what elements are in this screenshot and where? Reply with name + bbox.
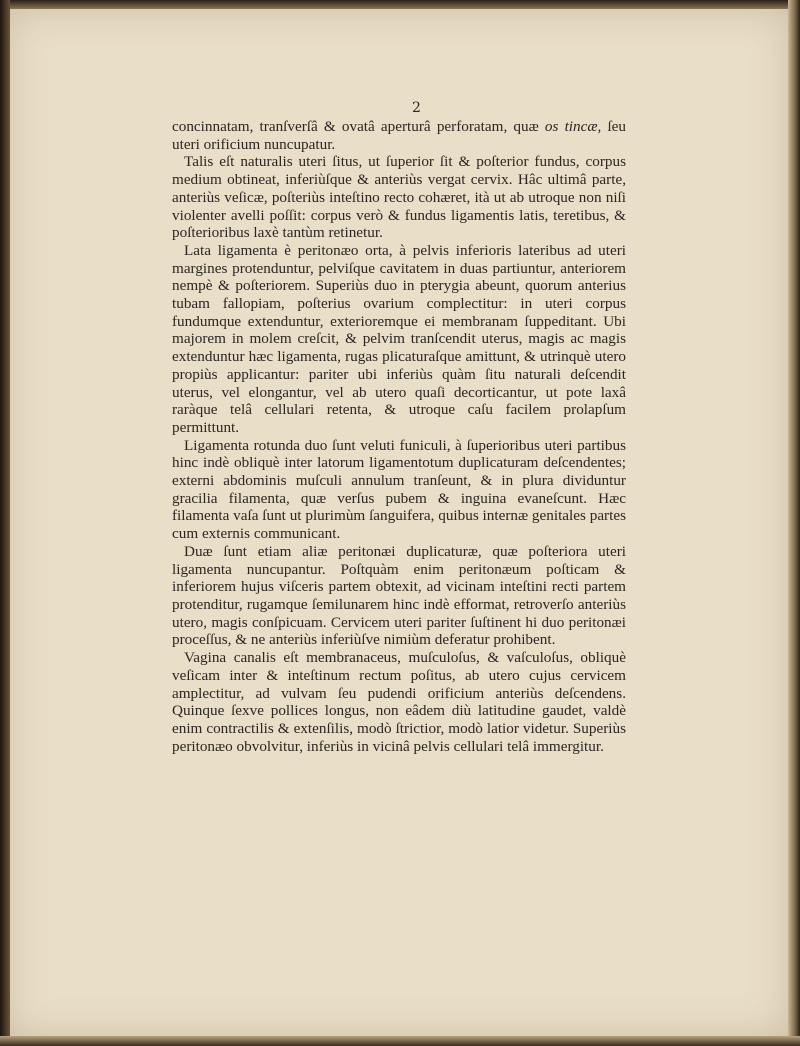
scan-left-edge — [0, 0, 10, 1046]
paragraph-vagina: Vagina canalis eſt membranaceus, muſculoſus, & vaſculoſus, obliquè veſicam inter & inteſtinum rectum poſitus, ab utero cujus cervicem amplectitur, ad vulvam ſeu pudendi orificium anteriùs deſcendens. Quinque ſexve pollices longus, non eâdem diù latitudine gaudet, valdè enim contractilis & extenſilis, modò ſtrictior, modò latior videtur. Superiùs peritonæo obvolvitur, inferiùs in vicinâ pelvis cellulari telâ immergitur. — [172, 649, 626, 755]
opening-italic-term: os tincæ — [544, 118, 598, 135]
paragraph-situs: Talis eſt naturalis uteri ſitus, ut ſuperior ſit & poſterior fundus, corpus medium obtineat, inferiùſque & anteriùs vergat cervix. Hâc ultimâ parte, anteriùs veſicæ, poſteriùs inteſtino recto cohæret, ità ut ab utroque non niſi violenter avelli poſſit: corpus verò & fundus ligamentis latis, teretibus, & poſterioribus laxè tantùm retinetur. — [172, 153, 626, 242]
opening-paragraph — [172, 118, 626, 153]
scan-top-edge — [0, 0, 800, 9]
paragraph-lata-ligamenta: Lata ligamenta è peritonæo orta, à pelvis inferioris lateribus ad uteri margines protenduntur, pelviſque cavitatem in duas partiuntur, anteriorem nempè & poſteriorem. Superiùs duo in pterygia abeunt, quorum anterius tubam fallopiam, poſterius ovarium complectitur: in uteri corpus fundumque extenduntur, exterioremque ei membranam ſuppeditant. Ubi majorem in molem creſcit, & pelvim tranſcendit uterus, magis ac magis extenduntur hæc ligamenta, rugas plicaturaſque amittunt, & utrinquè utero propiùs applicantur: pariter ubi inferiùs quàm ſitu naturali deſcendit uterus, vel elongantur, vel ab utero quaſi decorticantur, ut pote laxâ raràque telâ cellulari retenta, & utroque caſu facilem prolapſum permittunt. — [172, 241, 626, 436]
page-number: 2 — [412, 100, 421, 116]
paragraph-duplicaturae: Duæ ſunt etiam aliæ peritonæi duplicaturæ, quæ poſteriora uteri ligamenta nuncupantur. Poſtquàm enim peritonæum poſticam & inferiorem hujus viſceris partem obtexit, ad vicinam inteſtini recti partem protenditur, rugamque ſemilunarem hinc indè efformat, retroverſo anteriùs utero, magis conſpicuam. Cervicem uteri pariter ſuſtinent hi duo peritonæi proceſſus, & ne anteriùs inferiùſve nimiùm deferatur prohibent. — [172, 542, 626, 649]
body-text — [172, 118, 626, 755]
scan-right-edge — [788, 0, 800, 1046]
opening-tail: , ſeu uteri orificium nuncupatur. — [172, 118, 626, 153]
scan-bottom-edge — [0, 1036, 800, 1046]
paragraph-ligamenta-rotunda: Ligamenta rotunda duo ſunt veluti funiculi, à ſuperioribus uteri partibus hinc indè obliquè inter latorum ligamentotum duplicaturam deſcendentes; externi abdominis muſculi annulum tranſeunt, & in plura dividuntur gracilia filamenta, quæ verſus pubem & inguina evaneſcunt. Hæc filamenta vaſa ſunt ut plurimùm ſanguifera, quibus internæ genitales partes cum externis communicant. — [172, 436, 626, 543]
opening-fragment: concinnatam, tranſverſâ & ovatâ aperturâ perforatam, quæ — [172, 118, 545, 135]
